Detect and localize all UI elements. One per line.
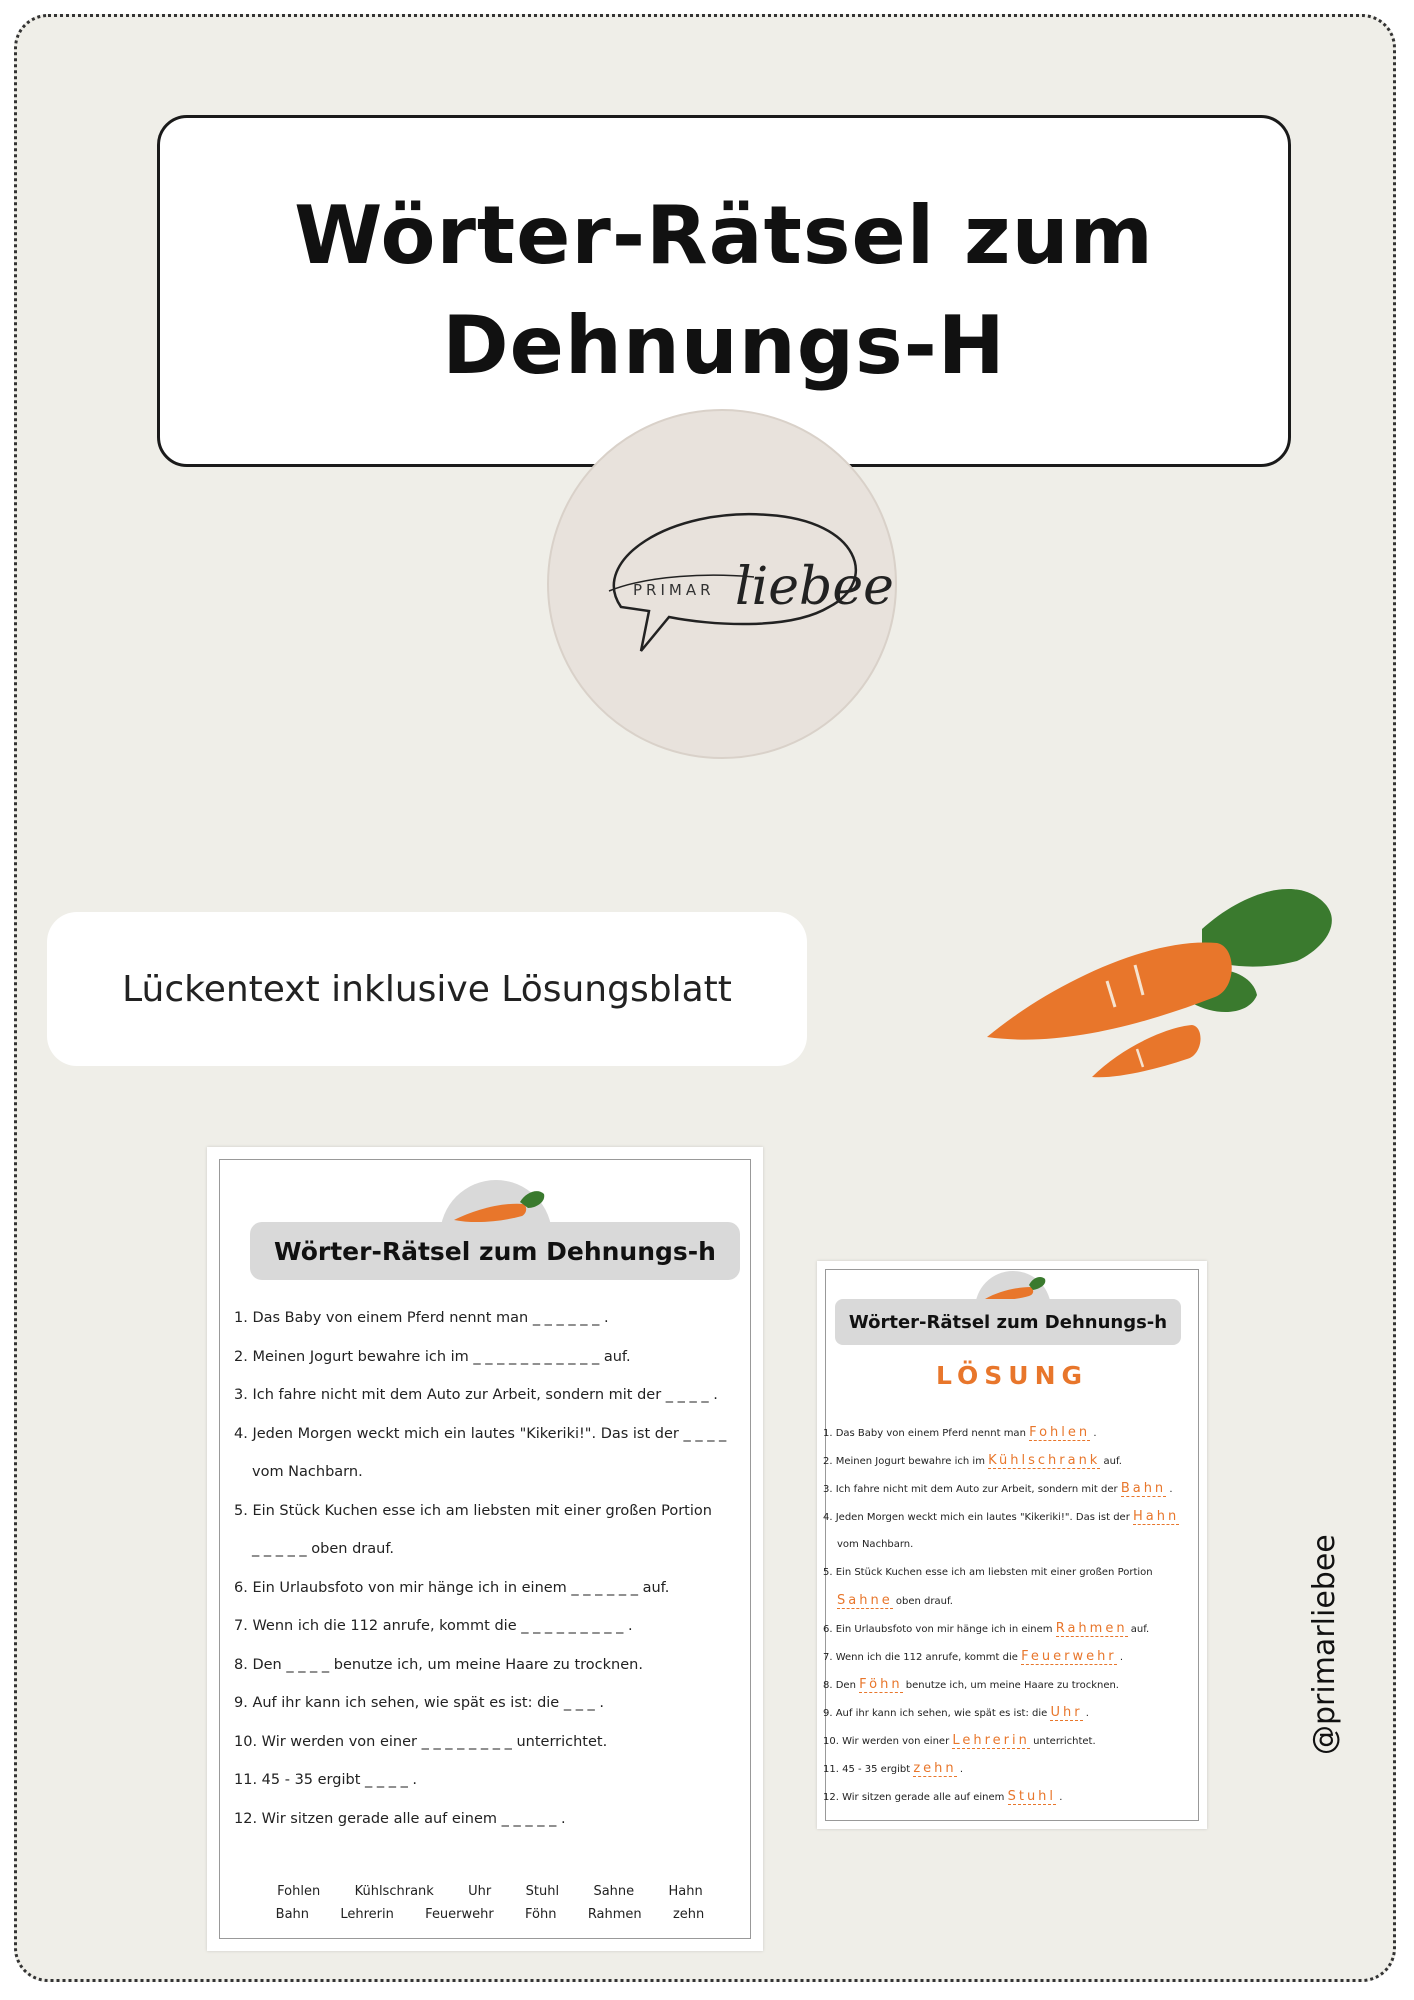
solution-answer: Fohlen [1029, 1425, 1091, 1440]
solution-item [823, 1483, 1203, 1511]
worksheet-item: 8. Den _ _ _ _ benutze ich, um meine Haare zu trocknen. [234, 1656, 643, 1673]
solution-answer: Kühlschrank [988, 1453, 1101, 1468]
word-bank-word: Rahmen [587, 1907, 642, 1922]
word-bank-row [260, 1884, 720, 1907]
logo-primar-text: PRIMAR [633, 581, 715, 599]
solution-items [823, 1427, 1203, 1819]
solution-text: 1. Das Baby von einem Pferd nennt man [823, 1428, 1026, 1439]
solution-text: . [1093, 1428, 1097, 1439]
worksheet-item: _ _ _ _ _ oben drauf. [252, 1541, 394, 1557]
word-bank-word: Fohlen [277, 1884, 321, 1899]
word-bank-word: Uhr [468, 1884, 492, 1899]
solution-item [823, 1679, 1203, 1707]
primarliebee-logo [547, 409, 897, 759]
solution-answer: Feuerwehr [1021, 1649, 1117, 1664]
solution-text: auf. [1103, 1456, 1122, 1467]
solution-item [823, 1763, 1203, 1791]
solution-text: 7. Wenn ich die 112 anrufe, kommt die [823, 1652, 1018, 1663]
solution-text: 6. Ein Urlaubsfoto von mir hänge ich in einem [823, 1624, 1053, 1635]
subtitle-text: Lückentext inklusive Lösungsblatt [122, 968, 732, 1010]
solution-answer: Stuhl [1007, 1789, 1057, 1804]
solution-text: 3. Ich fahre nicht mit dem Auto zur Arbeit, sondern mit der [823, 1484, 1118, 1495]
solution-answer: Sahne [837, 1593, 893, 1608]
title-line-1: Wörter-Rätsel zum [294, 189, 1154, 282]
solution-text: 2. Meinen Jogurt bewahre ich im [823, 1456, 985, 1467]
title-line-2: Dehnungs-H [442, 299, 1006, 392]
solution-answer: Hahn [1133, 1509, 1180, 1524]
solution-text: 10. Wir werden von einer [823, 1736, 950, 1747]
solution-title: Wörter-Rätsel zum Dehnungs-h [835, 1299, 1181, 1345]
solution-answer: zehn [913, 1761, 957, 1776]
solution-preview [817, 1261, 1207, 1829]
logo-liebee-text: liebee [735, 557, 894, 617]
solution-item [823, 1427, 1203, 1455]
solution-text: . [959, 1764, 964, 1775]
word-bank-word: zehn [672, 1907, 705, 1922]
solution-text: 5. Ein Stück Kuchen esse ich am liebsten mit einer großen Portion [823, 1567, 1153, 1578]
solution-item [823, 1651, 1203, 1679]
word-bank [260, 1884, 720, 1930]
solution-item [823, 1539, 1203, 1567]
worksheet-title: Wörter-Rätsel zum Dehnungs-h [250, 1222, 740, 1280]
worksheet-item: 10. Wir werden von einer _ _ _ _ _ _ _ _ unterrichtet. [234, 1733, 608, 1750]
solution-text: unterrichtet. [1033, 1736, 1096, 1747]
word-bank-word: Hahn [668, 1884, 703, 1899]
solution-text: . [1119, 1652, 1124, 1663]
cover-page [14, 14, 1396, 1982]
worksheet-item: 11. 45 - 35 ergibt _ _ _ _ . [234, 1772, 418, 1788]
word-bank-word: Lehrerin [340, 1907, 394, 1922]
word-bank-word: Sahne [593, 1884, 635, 1899]
worksheet-item: 5. Ein Stück Kuchen esse ich am liebsten mit einer großen Portion [234, 1502, 712, 1519]
subtitle-box [47, 912, 807, 1066]
solution-text: auf. [1130, 1624, 1150, 1635]
worksheet-item: 6. Ein Urlaubsfoto von mir hänge ich in einem _ _ _ _ _ _ auf. [234, 1579, 670, 1596]
solution-text: . [1059, 1792, 1063, 1803]
solution-text: . [1169, 1484, 1173, 1495]
worksheet-preview [207, 1147, 763, 1951]
worksheet-item: 12. Wir sitzen gerade alle auf einem _ _ _ _ _ . [234, 1810, 566, 1827]
word-bank-row [260, 1907, 720, 1930]
solution-item [823, 1791, 1203, 1819]
solution-text: 8. Den [823, 1680, 856, 1691]
solution-text: 12. Wir sitzen gerade alle auf einem [823, 1792, 1005, 1803]
solution-answer: Föhn [859, 1677, 903, 1692]
solution-text: benutze ich, um meine Haare zu trocknen. [905, 1680, 1119, 1691]
solution-text: . [1085, 1708, 1089, 1719]
solution-answer: Uhr [1050, 1705, 1083, 1720]
worksheet-item: 4. Jeden Morgen weckt mich ein lautes "Kikeriki!". Das ist der _ _ _ _ [234, 1425, 727, 1442]
solution-text: 11. 45 - 35 ergibt [823, 1764, 911, 1775]
solution-text: oben drauf. [895, 1596, 953, 1607]
solution-text: vom Nachbarn. [837, 1539, 914, 1550]
solution-item [823, 1455, 1203, 1483]
solution-item [823, 1707, 1203, 1735]
word-bank-word: Kühlschrank [354, 1884, 434, 1899]
solution-item [823, 1595, 1203, 1623]
solution-answer: Bahn [1120, 1481, 1167, 1496]
worksheet-item: 3. Ich fahre nicht mit dem Auto zur Arbeit, sondern mit der _ _ _ _ . [234, 1387, 718, 1403]
solution-answer: Rahmen [1055, 1621, 1128, 1636]
worksheet-frame [219, 1159, 751, 1939]
worksheet-item: 7. Wenn ich die 112 anrufe, kommt die _ _ _ _ _ _ _ _ _ . [234, 1618, 633, 1634]
word-bank-word: Föhn [525, 1907, 557, 1922]
solution-item [823, 1511, 1203, 1539]
worksheet-item: 9. Auf ihr kann ich sehen, wie spät es ist: die _ _ _ . [234, 1695, 605, 1711]
worksheet-item: 2. Meinen Jogurt bewahre ich im _ _ _ _ _ _ _ _ _ _ _ auf. [234, 1348, 631, 1365]
word-bank-word: Stuhl [525, 1884, 560, 1899]
solution-heading: LÖSUNG [935, 1361, 1089, 1390]
word-bank-word: Bahn [275, 1907, 310, 1922]
carrot-icon [987, 877, 1397, 1097]
solution-item [823, 1735, 1203, 1763]
solution-text: 9. Auf ihr kann ich sehen, wie spät es ist: die [823, 1708, 1048, 1719]
instagram-handle: @primarliebee [1307, 1534, 1342, 1755]
solution-item [823, 1567, 1203, 1595]
solution-answer: Lehrerin [952, 1733, 1030, 1748]
word-bank-word: Feuerwehr [425, 1907, 494, 1922]
worksheet-item: vom Nachbarn. [252, 1464, 363, 1480]
solution-text: 4. Jeden Morgen weckt mich ein lautes "Kikeriki!". Das ist der [823, 1512, 1130, 1523]
solution-item [823, 1623, 1203, 1651]
worksheet-items [234, 1310, 754, 1849]
worksheet-item: 1. Das Baby von einem Pferd nennt man _ _ _ _ _ _ . [234, 1310, 609, 1326]
